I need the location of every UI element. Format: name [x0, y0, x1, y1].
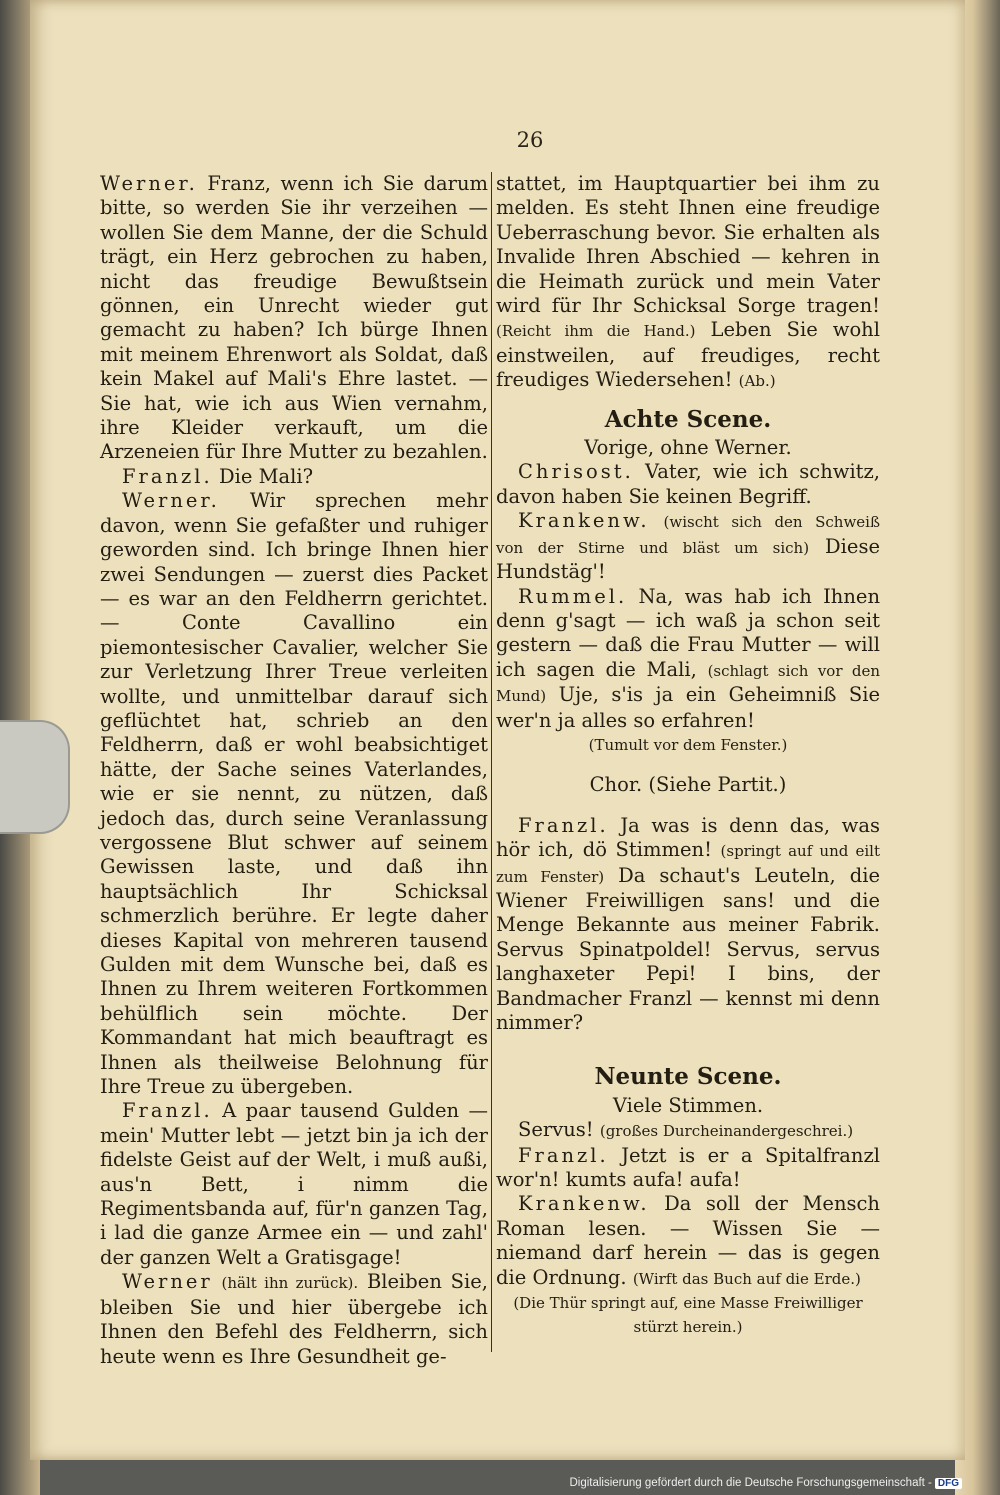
dialogue-text: Jetzt is er a Spitalfranzl wor'n! kumts aufa! aufa!: [496, 1143, 881, 1192]
dialogue-text: Bleiben Sie, bleiben Sie und hier übergebe ich Ihnen den Befehl des Feldherrn, sich heute wenn es Ihre Gesundheit ge-: [100, 1270, 488, 1368]
spacer: [496, 798, 880, 814]
chorus-line: Chor. (Siehe Partit.): [589, 773, 787, 797]
dialogue-text: Vater, wie ich schwitz, davon haben Sie keinen Begriff.: [496, 460, 880, 508]
scene-cast: Vorige, ohne Werner.: [584, 436, 792, 460]
dialogue-text: stattet, im Hauptquartier bei ihm zu melden. Es steht Ihnen eine freudige Ueberraschung bevor. Sie erhalten als Invalide Ihren Abschied — kehren in die Heimath zurück und mein Vater wird für Ihr Schicksal Sorge tragen!: [496, 172, 880, 318]
dialogue-text: Da soll der Mensch Roman lesen. — Wissen Sie — niemand darf herein — das is gegen die Ordnung.: [496, 1192, 880, 1289]
dfg-logo: DFG: [935, 1478, 962, 1489]
paragraph: [496, 1144, 880, 1193]
paragraph: [496, 460, 880, 509]
paragraph: [496, 1192, 880, 1291]
speaker-name: Krankenw.: [518, 1192, 650, 1216]
scene-cast: Viele Stimmen.: [612, 1093, 764, 1117]
stage-direction: (Wirft das Buch auf die Erde.): [632, 1269, 861, 1288]
dialogue-text: Die Mali?: [218, 464, 314, 488]
stage-direction: (Tumult vor dem Fenster.): [588, 735, 788, 754]
speaker-name: Werner.: [122, 489, 220, 513]
speaker-name: Rummel.: [518, 584, 628, 608]
spacer: [496, 757, 880, 773]
paragraph: [100, 489, 488, 1099]
dialogue-text: Franz, wenn ich Sie darum bitte, so werden Sie ihr verzeihen — wollen Sie dem Manne, der die Schuld trägt, ein Herz gebrochen zu haben, nicht das freudige Bewußtsein gönnen, ein Unrecht wieder gut gemacht zu haben? Ich bürge Ihnen mit meinem Ehrenwort als Soldat, daß kein Makel auf Mali's Ehre lastet. — Sie hat, wie ich aus Wien vernahm, ihre Kleider verkauft, um die Arzeneien für Ihre Mutter zu bezahlen.: [100, 172, 489, 464]
digitization-credit: [569, 1477, 962, 1489]
dialogue-text: Da schaut's Leuteln, die Wiener Freiwilligen sans! und die Menge Bekannte aus meiner Fabrik. Servus Spinatpoldel! Servus, servus langhaxeter Pepi! I bins, der Bandmacher Franzl — kennst mi denn nimmer?: [496, 863, 880, 1034]
scene-heading: Achte Scene.: [604, 405, 772, 433]
dialogue-text: A paar tausend Gulden — mein' Mutter lebt — jetzt bin ja ich der fidelste Geist auf der Welt, i muß außi, aus'n Bett, i nimm die Regimentsbanda auf, für'n ganzen Tag, i lad die ganze Armee ein — und zahl' der ganzen Welt a Gratisgage!: [100, 1099, 489, 1269]
paragraph: [496, 585, 880, 733]
paragraph: [100, 465, 488, 489]
speaker-name: Franzl.: [518, 813, 609, 837]
spacer: [496, 1035, 880, 1051]
paragraph: [496, 172, 880, 394]
speaker-name: Werner: [122, 1270, 213, 1294]
stage-direction: (hält ihn zurück).: [221, 1274, 359, 1293]
right-column: [496, 172, 880, 1340]
dialogue-text: Uje, s'is ja ein Geheimniß Sie wer'n ja alles so erfahren!: [496, 683, 881, 732]
page-tab-marker: [0, 720, 70, 834]
paragraph: [100, 1270, 488, 1369]
dialogue-text: Wir sprechen mehr davon, wenn Sie gefaßter und ruhiger geworden sind. Ich bringe Ihnen hier zwei Sendungen — zuerst dies Packet — es war an den Feldherrn gerichtet. — Conte Cavallino ein piemontesischer Cavalier, welcher Sie zur Verletzung Ihrer Treue verleiten wollte, und unmittelbar darauf sich geflüchtet hat, schrieb an den Feldherrn, daß er wohl beabsichtiget hätte, der Sache seines Vaterlandes, wie er sie nennt, zu nützen, daß jedoch das, durch seine Veranlassung vergossene Blut schwer auf seinem Gewissen laste, und daß ihn hauptsächlich Ihr Schicksal schmerzlich berühre. Er legte daher dieses Kapital von mehreren tausend Gulden mit dem Wunsche bei, daß es Ihnen zu Ihrem weiteren Fortkommen behülflich sein möchte. Der Kommandant hat mich beauftragt es Ihnen als theilweise Belohnung für Ihre Treue zu übergeben.: [100, 489, 489, 1099]
paragraph: [496, 1118, 880, 1143]
stage-direction: (Reicht ihm die Hand.): [496, 322, 696, 341]
left-column: [100, 172, 488, 1369]
speaker-name: Krankenw.: [518, 509, 650, 533]
stage-direction: (großes Durcheinandergeschrei.): [599, 1122, 854, 1141]
dialogue-text: Leben Sie wohl einstweilen, auf freudiges, recht freudiges Wiedersehen!: [496, 318, 880, 392]
speaker-name: Franzl.: [122, 464, 213, 488]
dialogue-text: Ja was is denn das, was hör ich, dö Stimmen!: [496, 813, 880, 862]
stage-direction: (Ab.): [738, 372, 776, 391]
dialogue-text: Servus!: [518, 1118, 594, 1142]
paragraph: [496, 814, 880, 1036]
page-number: 26: [516, 128, 544, 152]
speaker-name: Franzl.: [518, 1143, 609, 1167]
stage-direction: (Die Thür springt auf, eine Masse Freiwilliger stürzt herein.): [513, 1294, 863, 1337]
speaker-name: Chrisost.: [518, 460, 634, 484]
paragraph: [496, 509, 880, 584]
dialogue-text: Na, was hab ich Ihnen denn g'sagt — ich waß ja schon seit gestern — daß die Frau Mutter — will ich sagen die Mali,: [496, 584, 881, 681]
speaker-name: Werner.: [100, 172, 198, 195]
credit-text: Digitalisierung gefördert durch die Deutsche Forschungsgemeinschaft -: [569, 1477, 932, 1489]
column-divider: [491, 172, 492, 1352]
stage-direction: (wischt sich den Schweiß von der Stirne und bläst um sich): [496, 513, 880, 557]
stage-direction: (springt auf und eilt zum Fenster): [496, 842, 881, 886]
paragraph: [100, 172, 488, 465]
paragraph: [100, 1099, 488, 1270]
speaker-name: Franzl.: [122, 1099, 213, 1123]
dialogue-text: Diese Hundstäg'!: [496, 534, 880, 584]
scene-heading: Neunte Scene.: [594, 1063, 782, 1091]
stage-direction: (schlagt sich vor den Mund): [496, 661, 880, 706]
